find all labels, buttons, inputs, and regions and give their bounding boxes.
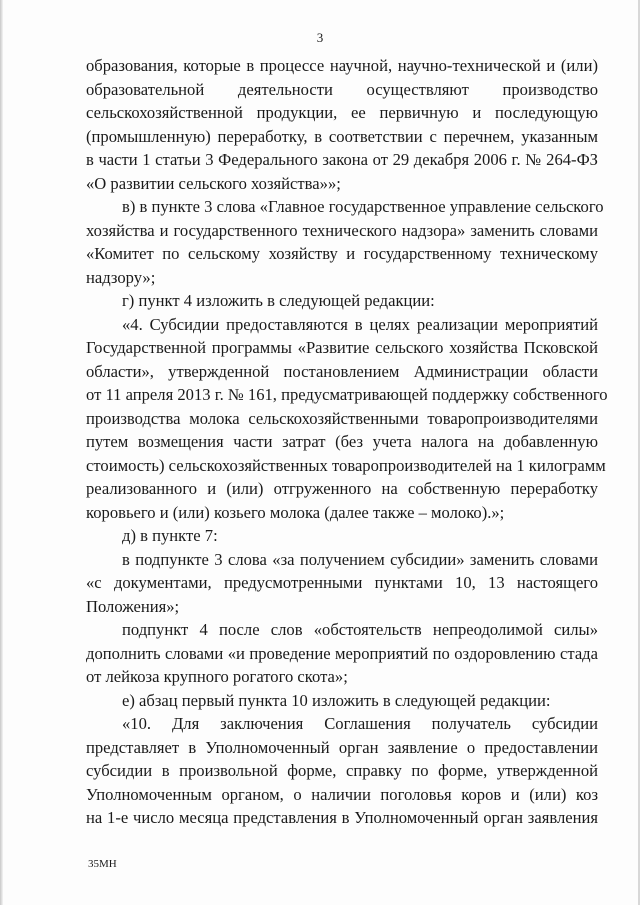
text-line: хозяйства и государственного технического надзора» заменить словами xyxy=(86,220,598,240)
page-number: 3 xyxy=(316,30,324,45)
text-line: надзору»; xyxy=(86,267,156,287)
text-line: Положения»; xyxy=(86,596,180,616)
text-line: в подпункте 3 слова «за получением субсидии» заменить словами xyxy=(122,549,598,569)
text-line: сельскохозяйственной продукции, ее первичную и последующую xyxy=(86,103,598,122)
footer-code: 35МН xyxy=(88,858,117,870)
text-line: на 1-е число месяца представления в Уполномоченный орган заявления xyxy=(86,808,598,827)
text-line: дополнить словами «и проведение мероприятий по оздоровлению стада xyxy=(86,643,598,663)
text-line: г) пункт 4 изложить в следующей редакции: xyxy=(122,291,435,310)
text-line: образовательной деятельности осуществляют производство xyxy=(86,79,598,99)
document-body xyxy=(86,54,608,830)
text-line: стоимость) сельскохозяйственных товаропроизводителей на 1 килограмм xyxy=(86,455,606,475)
text-line: от 11 апреля 2013 г. № 161, предусматривающей поддержку собственного xyxy=(86,385,608,404)
text-line: Уполномоченным органом, о наличии поголовья коров и (или) коз xyxy=(86,784,598,804)
text-line: Государственной программы «Развитие сельского хозяйства Псковской xyxy=(86,338,598,357)
text-line: образования, которые в процессе научной, научно-технической и (или) xyxy=(86,56,598,75)
text-line: в) в пункте 3 слова «Главное государственное управление сельского xyxy=(122,197,604,216)
text-line: «с документами, предусмотренными пунктами 10, 13 настоящего xyxy=(86,573,598,592)
text-line: «4. Субсидии предоставляются в целях реализации мероприятий xyxy=(122,314,598,334)
text-line: е) абзац первый пункта 10 изложить в следующей редакции: xyxy=(122,690,551,710)
text-line: путем возмещения части затрат (без учета налога на добавленную xyxy=(86,432,598,451)
text-line: области», утвержденной постановлением Администрации области xyxy=(86,361,598,381)
text-line: д) в пункте 7: xyxy=(122,526,218,545)
text-line: «10. Для заключения Соглашения получатель субсидии xyxy=(122,714,598,733)
text-line: представляет в Уполномоченный орган заявление о предоставлении xyxy=(86,737,598,757)
text-line: подпункт 4 после слов «обстоятельств непреодолимой силы» xyxy=(122,620,598,639)
text-line: в части 1 статьи 3 Федерального закона от 29 декабря 2006 г. № 264-ФЗ xyxy=(86,150,598,169)
scan-edge-left xyxy=(0,0,3,905)
text-line: субсидии в произвольной форме, справку по форме, утвержденной xyxy=(86,761,598,780)
text-line: «О развитии сельского хозяйства»»; xyxy=(86,173,341,193)
text-line: коровьего и (или) козьего молока (далее также – молоко).»; xyxy=(86,502,505,522)
text-line: от лейкоза крупного рогатого скота»; xyxy=(86,667,348,686)
text-line: реализованного и (или) отгруженного на собственную переработку xyxy=(86,479,598,498)
text-line: «Комитет по сельскому хозяйству и государственному техническому xyxy=(86,244,598,263)
text-line: (промышленную) переработку, в соответствии с перечнем, указанным xyxy=(86,126,598,146)
text-line: производства молока сельскохозяйственными товаропроизводителями xyxy=(86,408,598,428)
